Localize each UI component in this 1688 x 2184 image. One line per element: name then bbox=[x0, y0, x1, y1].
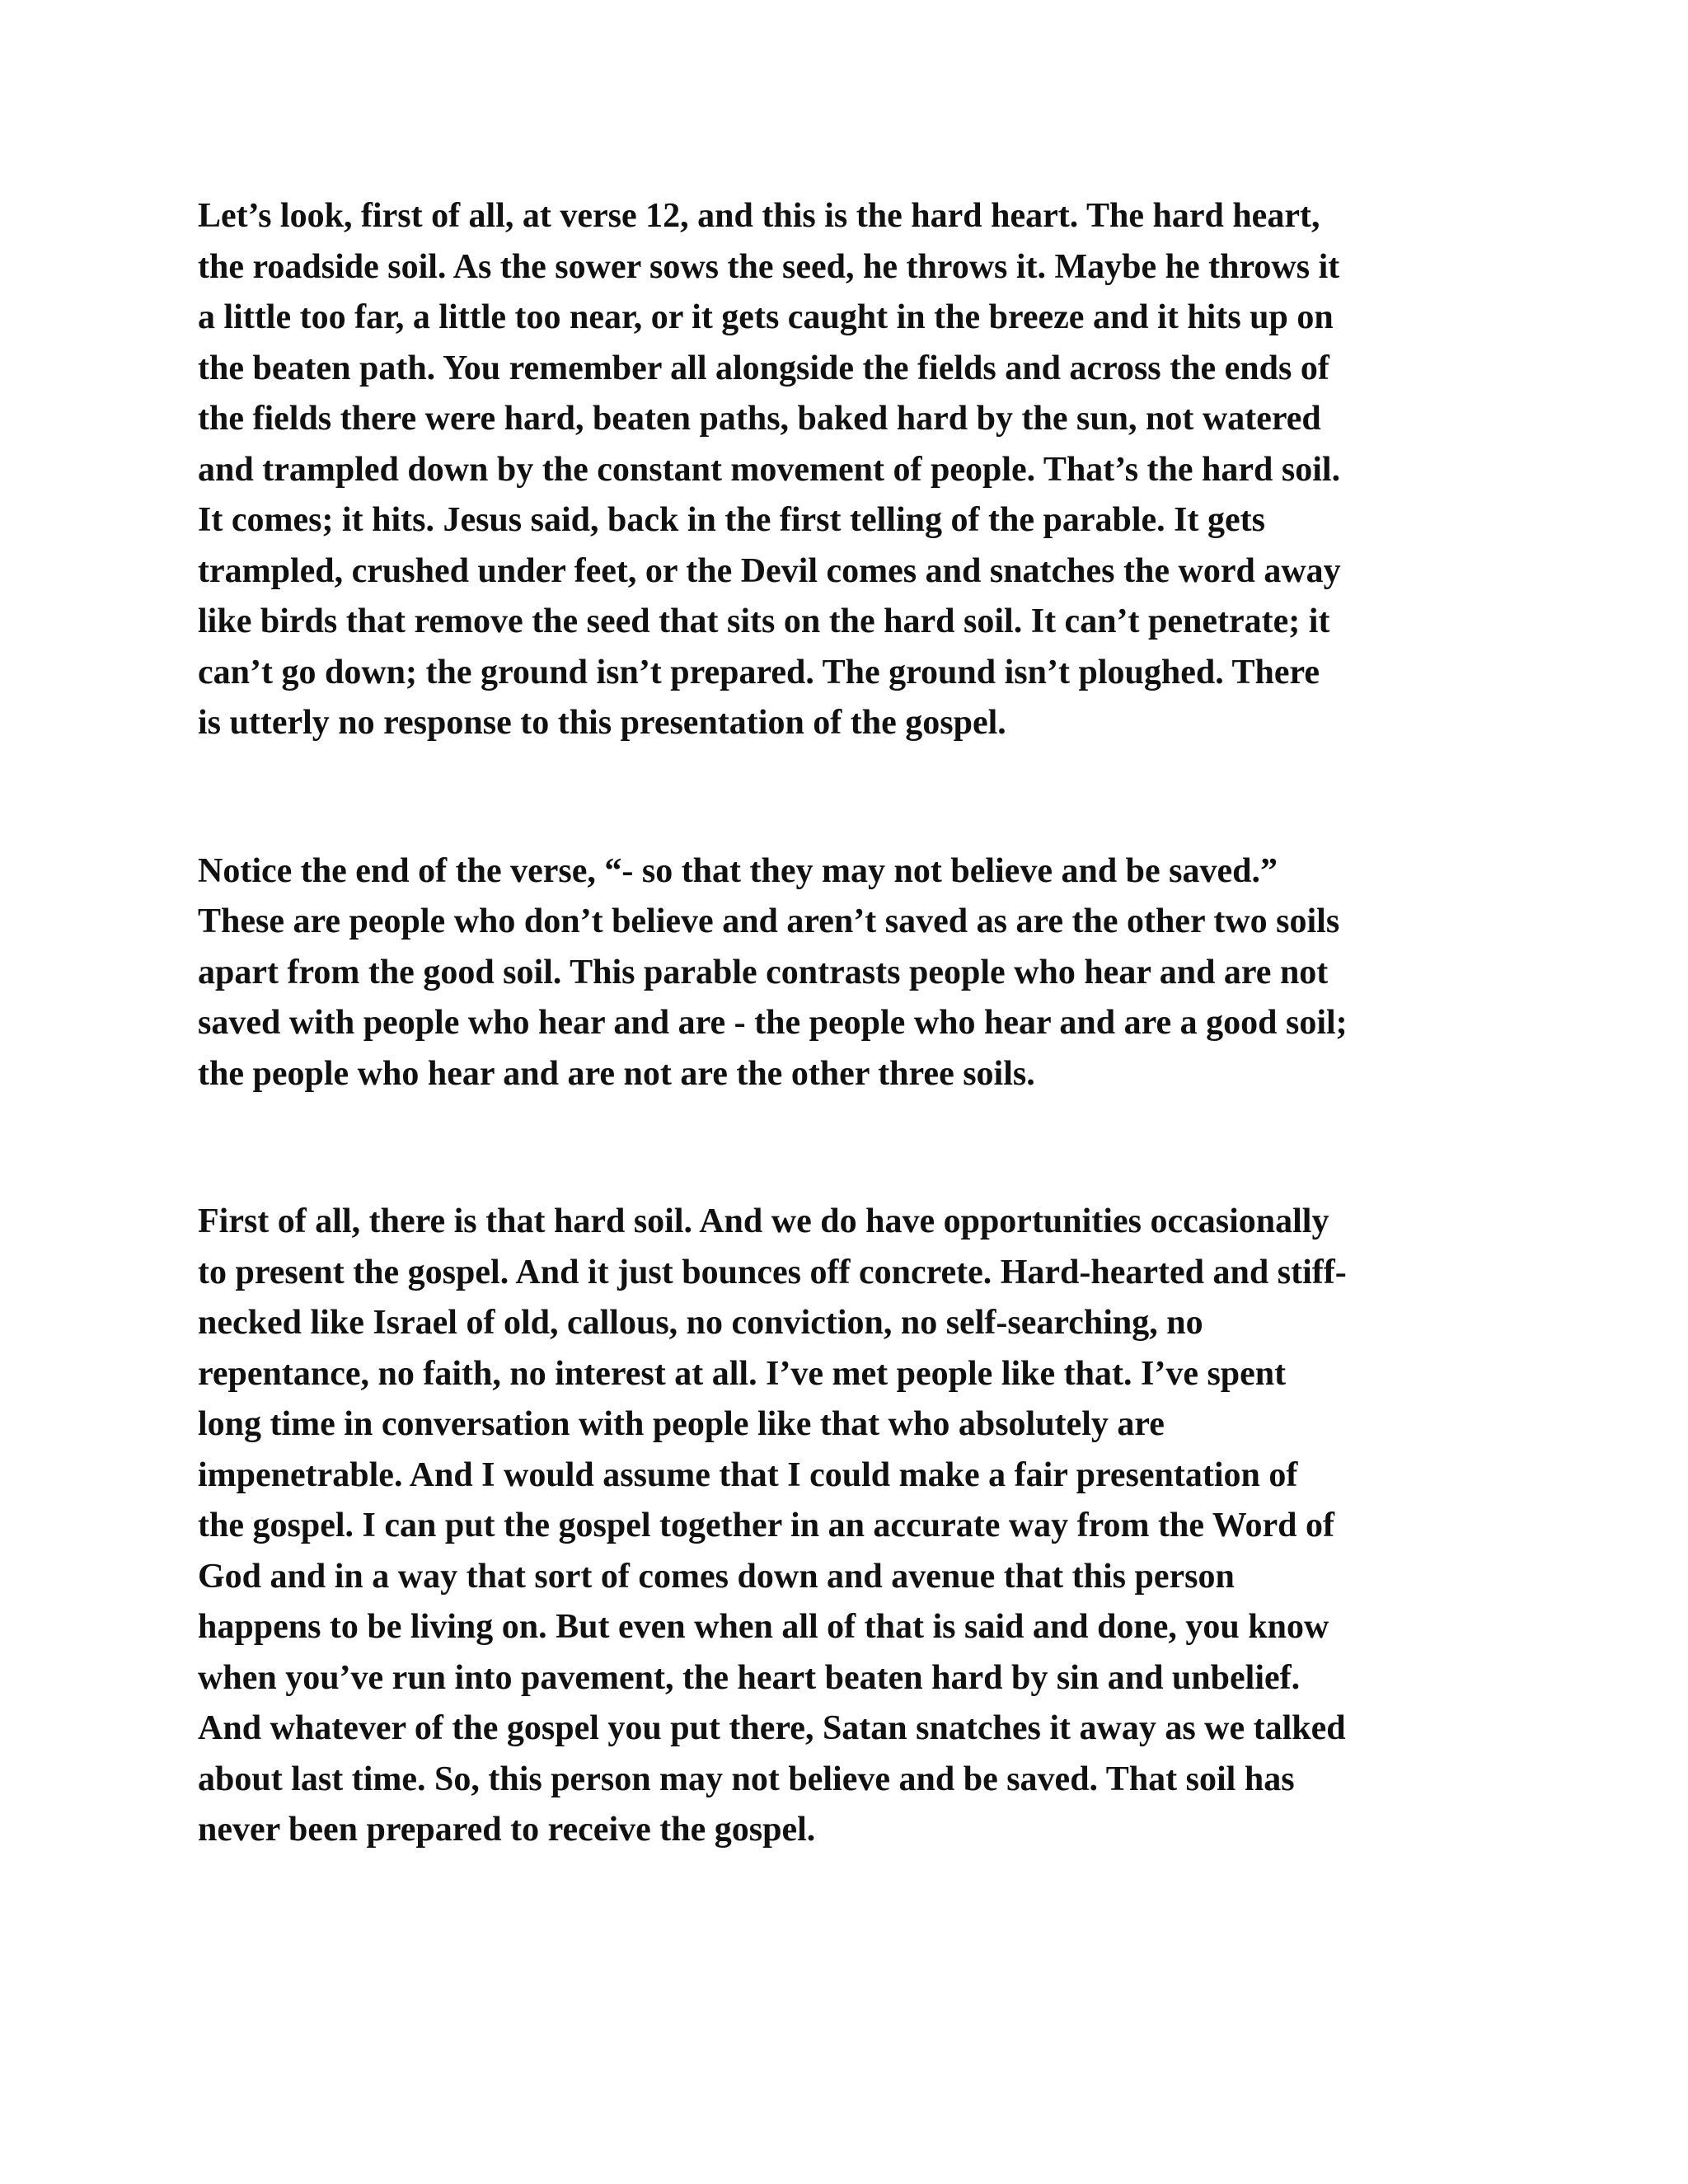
document-body bbox=[198, 191, 1500, 1856]
paragraph-hard-soil: First of all, there is that hard soil. And we do have opportunities occasionally to present the gospel. And it just bounces off concrete. Hard-hearted and stiff- necked like Israel of old, callous, no conviction, no self-searching, no repentance, no faith, no interest at all. I’ve met people like that. I’ve spent long time in conversation with people like that who absolutely are impenetrable. And I would assume that I could make a fair presentation of the gospel. I can put the gospel together in an accurate way from the Word of God and in a way that sort of comes down and avenue that this person happens to be living on. But even when all of that is said and done, you know when you’ve run into pavement, the heart beaten hard by sin and unbelief. And whatever of the gospel you put there, Satan snatches it away as we talked about last time. So, this person may not believe and be saved. That soil has never been prepared to receive the gospel. bbox=[198, 1202, 1347, 1849]
paragraph-end-of-verse: Notice the end of the verse, “- so that they may not believe and be saved.” These are people who don’t believe and aren’t saved as are the other two soils apart from the good soil. This parable contrasts people who hear and are not saved with people who hear and are - the people who hear and are a good soil; the people who hear and are not are the other three soils. bbox=[198, 851, 1348, 1093]
paragraph-hard-heart: Let’s look, first of all, at verse 12, and this is the hard heart. The hard heart, the roadside soil. As the sower sows the seed, he throws it. Maybe he throws it a little too far, a little too near, or it gets caught in the breeze and it hits up on the beaten path. You remember all alongside the fields and across the ends of the fields there were hard, beaten paths, baked hard by the sun, not watered and trampled down by the constant movement of people. That’s the hard soil. It comes; it hits. Jesus said, back in the first telling of the parable. It gets trampled, crushed under feet, or the Devil comes and snatches the word away like birds that remove the seed that sits on the hard soil. It can’t penetrate; it can’t go down; the ground isn’t prepared. The ground isn’t ploughed. There is utterly no response to this presentation of the gospel. bbox=[198, 197, 1341, 742]
